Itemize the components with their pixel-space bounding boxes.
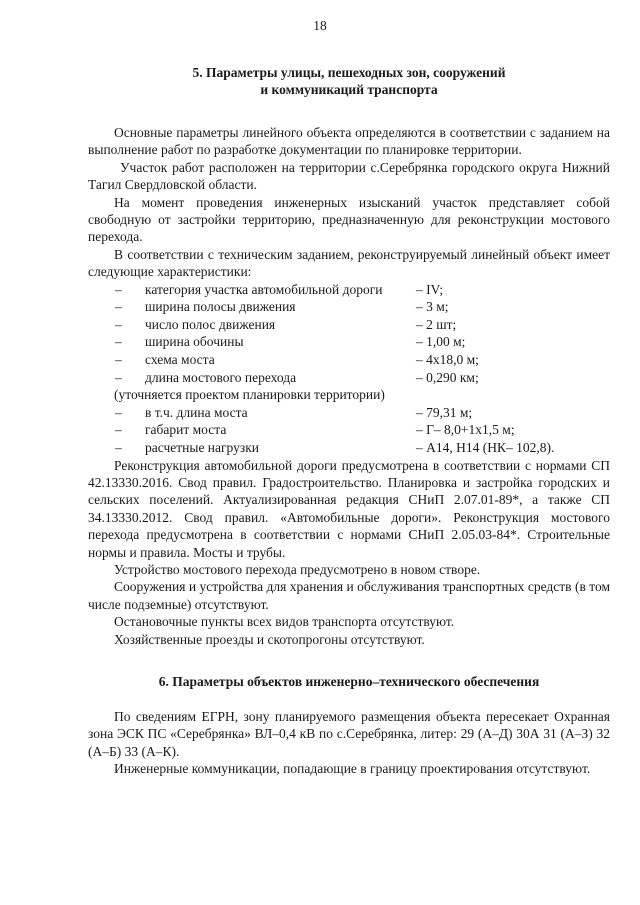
item-label: габарит моста (145, 422, 227, 438)
paragraph: Инженерные коммуникации, попадающие в границу проектирования отсутствуют. (114, 761, 591, 777)
item-label: длина мостового перехода (145, 369, 297, 385)
section5-body (88, 124, 610, 648)
item-label: ширина полосы движения (145, 299, 296, 315)
item-value: – 0,290 км; (416, 369, 479, 385)
dash-mark: – (115, 422, 122, 438)
item-value: – 3 м; (416, 299, 449, 315)
paragraph: Основные параметры линейного объекта определяются в соответствии с заданием на выполнение работ по разработке документации по планировке территории. (88, 125, 610, 158)
section6-body (88, 708, 610, 778)
list-item (88, 316, 610, 334)
item-label: расчетные нагрузки (145, 440, 259, 455)
list-note: (уточняется проектом планировки территории) (114, 387, 385, 403)
item-label: число полос движения (145, 316, 276, 332)
section6-title: 6. Параметры объектов инженерно–технического обеспечения (158, 674, 540, 689)
list-item (88, 281, 610, 299)
item-value: – А14, Н14 (НК– 102,8). (416, 440, 555, 455)
item-value: – Г– 8,0+1х1,5 м; (416, 422, 515, 438)
list-item (88, 351, 610, 369)
dash-mark: – (115, 440, 122, 455)
item-value: – 4х18,0 м; (416, 352, 479, 368)
paragraph: Сооружения и устройства для хранения и обслуживания транспортных средств (в том числе подземные) отсутствуют. (88, 579, 610, 612)
characteristics-list (88, 281, 610, 387)
dash-mark: – (115, 316, 122, 332)
characteristics-list-continued (88, 404, 610, 457)
dash-mark: – (115, 404, 122, 420)
list-item (88, 421, 610, 439)
item-value: – 2 шт; (416, 316, 457, 332)
section5-title-line2: и коммуникаций транспорта (260, 82, 438, 97)
item-label: в т.ч. длина моста (145, 404, 248, 420)
paragraph: Хозяйственные проезды и скотопрогоны отсутствуют. (114, 631, 425, 647)
list-item (88, 439, 610, 457)
paragraph: Участок работ расположен на территории с.Серебрянка городского округа Нижний Тагил Свердловской области. (88, 159, 610, 193)
dash-mark: – (115, 281, 122, 297)
paragraph: Остановочные пункты всех видов транспорта отсутствуют. (114, 614, 455, 630)
item-value: – IV; (416, 281, 444, 297)
page-number: 18 (313, 18, 327, 33)
item-label: схема моста (145, 352, 215, 368)
item-label: категория участка автомобильной дороги (145, 281, 383, 297)
item-value: – 79,31 м; (416, 404, 473, 420)
list-item (88, 298, 610, 316)
dash-mark: – (115, 352, 122, 368)
paragraph: В соответствии с техническим заданием, реконструируемый линейный объект имеет следующие характеристики: (88, 246, 610, 280)
item-value: – 1,00 м; (416, 334, 466, 350)
dash-mark: – (115, 299, 122, 315)
list-item (88, 404, 610, 422)
paragraph: По сведениям ЕГРН, зону планируемого размещения объекта пересекает Охранная зона ЭСК ПС «Серебрянка» ВЛ–0,4 кВ по с.Серебрянка, литер: 29 (А–Д) 30А 31 (А–З) 32 (А–Б) 33 (А–К). (88, 709, 610, 759)
list-item (88, 369, 610, 387)
dash-mark: – (115, 334, 122, 350)
item-label: ширина обочины (145, 334, 244, 350)
paragraph: Устройство мостового перехода предусмотрено в новом створе. (114, 562, 481, 578)
section5-title-line1: 5. Параметры улицы, пешеходных зон, сооружений (192, 65, 506, 80)
section5-title (88, 64, 610, 98)
paragraph: На момент проведения инженерных изысканий участок представляет собой свободную от застройки территорию, предназначенную для реконструкции мостового перехода. (88, 194, 610, 245)
paragraph: Реконструкция автомобильной дороги предусмотрена в соответствии с нормами СП 42.13330.2016. Свод правил. Градостроительство. Планировка и застройка городских и сельских поселений. Актуализированная редакция СНиП 2.07.01-89*, а также СП 34.13330.2012. Свод правил. «Автомобильные дороги». Реконструкция мостового перехода предусмотрена в соответствии с нормами СНиП 2.05.03-84*. Строительные нормы и правила. Мосты и трубы. (88, 457, 610, 560)
dash-mark: – (115, 369, 122, 385)
list-item (88, 333, 610, 351)
